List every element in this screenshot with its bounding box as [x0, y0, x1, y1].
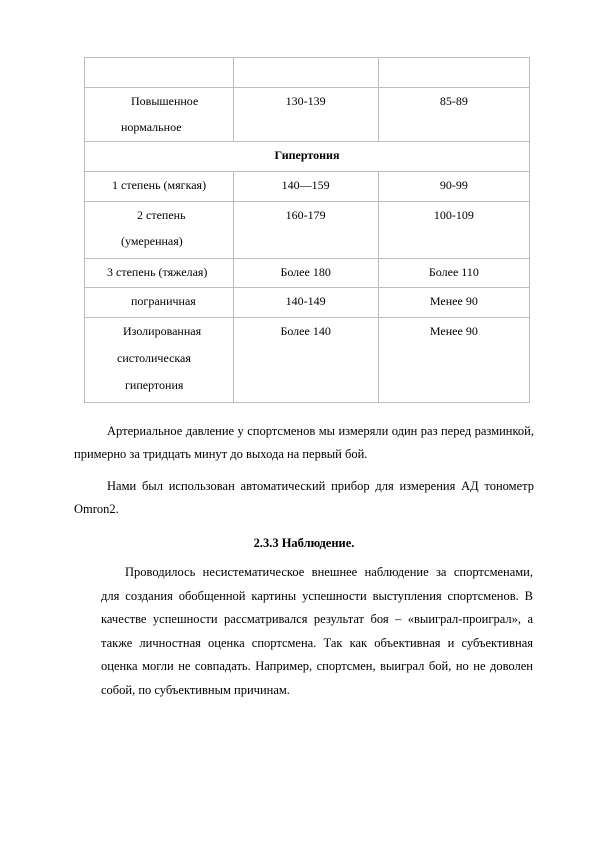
table-cell: 85-89	[378, 88, 529, 142]
table-row	[85, 202, 530, 259]
table-row	[85, 288, 530, 318]
table-cell: Более 110	[378, 259, 529, 288]
cell-text: Повышенное	[131, 94, 199, 108]
cell-text: гипертония	[125, 378, 184, 392]
table-row	[85, 259, 530, 288]
table-cell: 140—159	[233, 172, 378, 202]
table-cell	[85, 58, 234, 88]
cell-text: 2 степень	[137, 208, 186, 222]
table-row	[85, 318, 530, 403]
table-cell	[85, 318, 234, 403]
section-heading: 2.3.3 Наблюдение.	[253, 536, 355, 550]
table-row	[85, 172, 530, 202]
table-cell	[85, 288, 234, 318]
table-cell: Более 180	[233, 259, 378, 288]
table-cell	[85, 259, 234, 288]
cell-text: Изолированная	[123, 324, 202, 338]
table-cell: 90-99	[378, 172, 529, 202]
section-header: Гипертония	[85, 142, 530, 172]
body-paragraph: Артериальное давление у спортсменов мы измеряли один раз перед разминкой, примерно за тридцать минут до выхода на первый бой.	[74, 424, 534, 461]
cell-text: систолическая	[117, 351, 191, 365]
table-cell	[85, 172, 234, 202]
blood-pressure-table	[84, 57, 530, 403]
table-cell: Менее 90	[378, 318, 529, 403]
table-cell: 130-139	[233, 88, 378, 142]
table-cell: Менее 90	[378, 288, 529, 318]
table-row	[85, 142, 530, 172]
table-cell	[378, 58, 529, 88]
cell-text: 1 степень (мягкая)	[112, 178, 207, 192]
body-paragraph: Нами был использован автоматический прибор для измерения АД тонометр Omron2.	[74, 479, 534, 516]
table-cell	[85, 88, 234, 142]
table-cell	[85, 202, 234, 259]
cell-text: нормальное	[121, 120, 182, 134]
table-row	[85, 58, 530, 88]
table-cell: Более 140	[233, 318, 378, 403]
table-cell	[233, 58, 378, 88]
table-cell: 160-179	[233, 202, 378, 259]
table-row	[85, 88, 530, 142]
cell-text: 3 степень (тяжелая)	[107, 265, 208, 279]
table-cell: 140-149	[233, 288, 378, 318]
table-cell: 100-109	[378, 202, 529, 259]
cell-text: (умеренная)	[121, 234, 183, 248]
cell-text: пограничная	[131, 294, 196, 308]
body-paragraph: Проводилось несистематическое внешнее наблюдение за спортсменами, для создания обобщенной картины успешности выступления спортсменов. В качестве успешности рассматривался результат боя – «выиграл-проиграл», а также личностная оценка спортсмена. Так как объективная и субъективная оценка могли не совпадать. Например, спортсмен, выиграл бой, но не доволен собой, по субъективным причинам.	[101, 565, 533, 697]
